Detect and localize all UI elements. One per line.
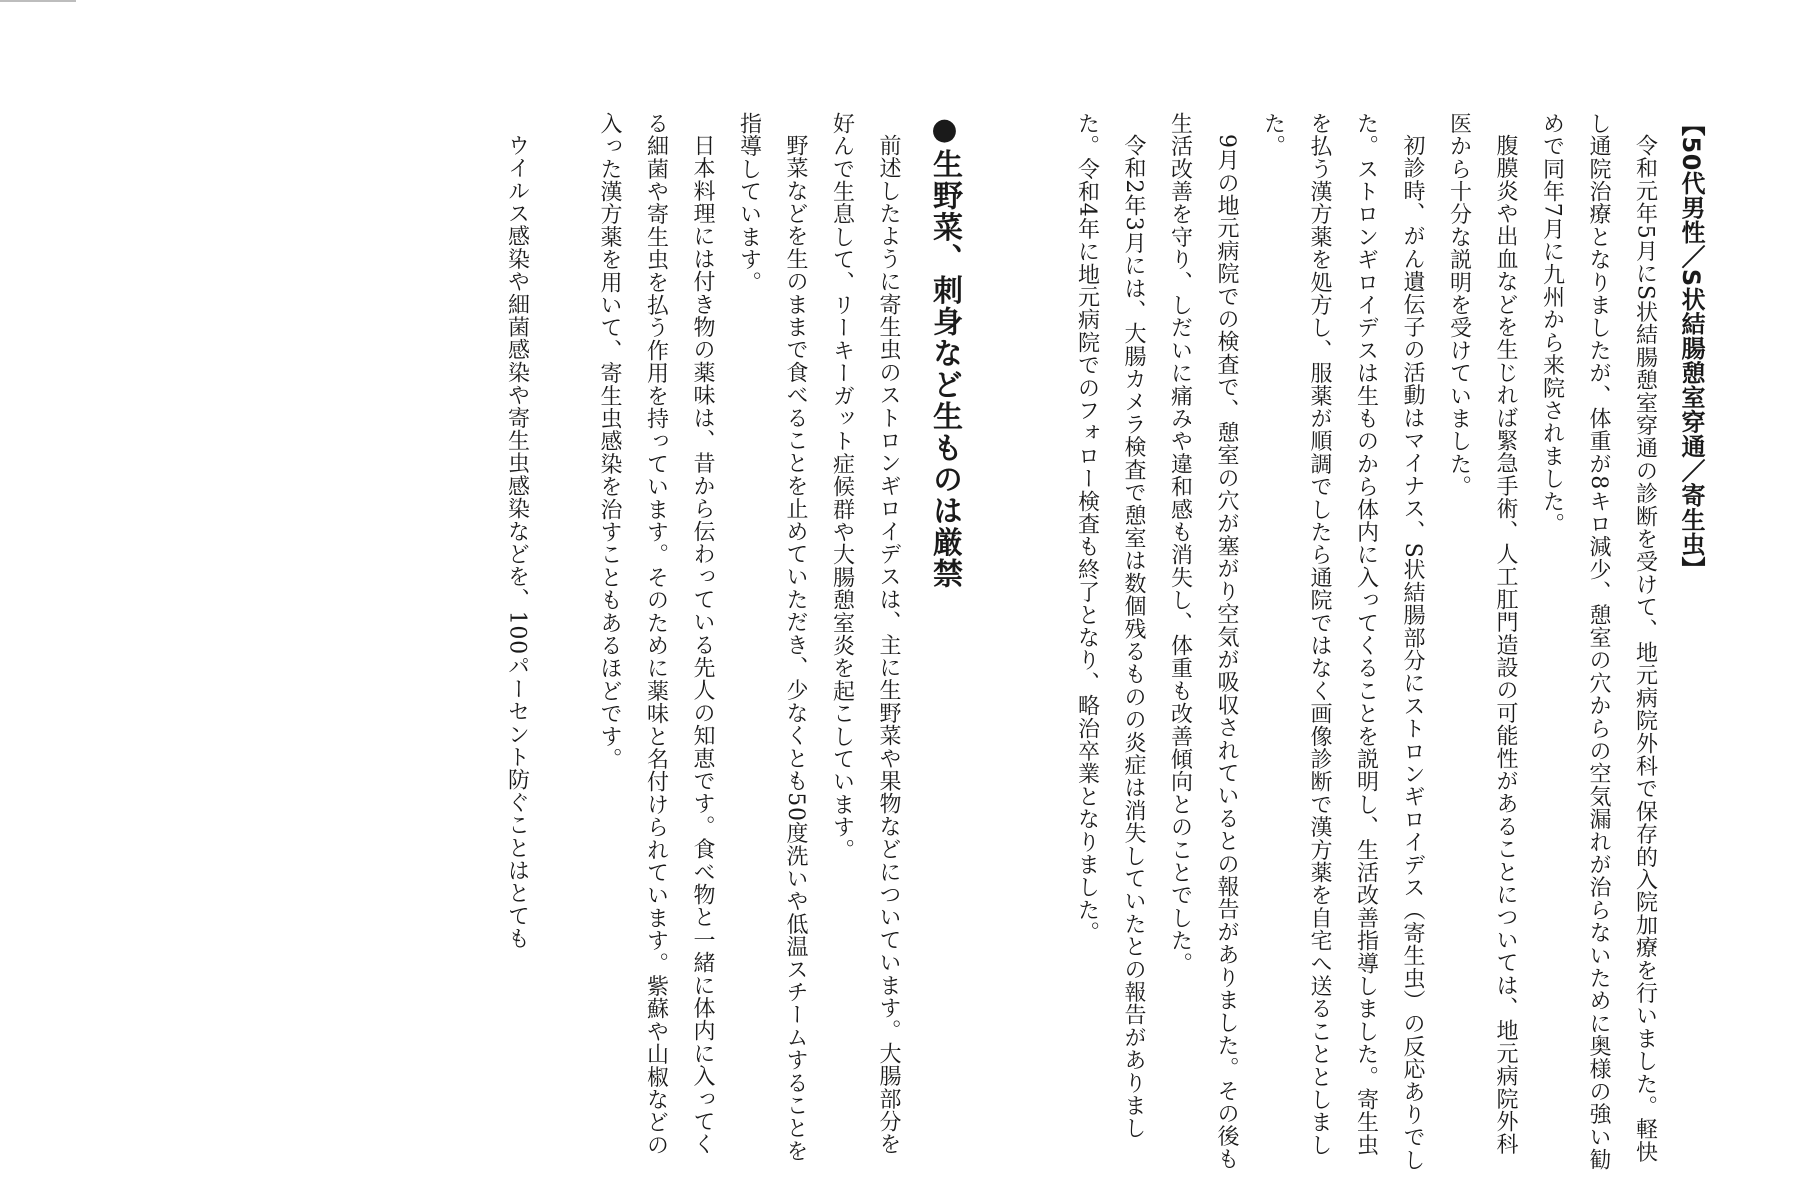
section-paragraph-3: 日本料理には付き物の薬味は、昔から伝わっている先人の知恵です。食べ物と一緒に体内に入ってくる細菌や寄生虫を払う作用を持っています。そのために薬味と名付けられています。紫蘇や山椒などの入った漢方薬を用いて、寄生虫感染を治すこともあるほどです。 [597, 112, 715, 1157]
case-paragraph-3: 初診時、がん遺伝子の活動はマイナス、S状結腸部分にストロンギロイデス（寄生虫）の反応ありでした。ストロンギロイデスは生ものから体内に入ってくることを説明し、生活改善指導しました。寄生虫を払う漢方薬を処方し、服薬が順調でしたら通院ではなく画像診断で漢方薬を自宅へ送ることとしました。 [1260, 112, 1425, 1172]
case-paragraph-1: 令和元年5月にS状結腸憩室穿通の診断を受けて、地元病院外科で保存的入院加療を行いました。軽快し通院治療となりましたが、体重が8キロ減少、憩室の穴からの空気漏れが治らないために奥様の強い勧めで同年7月に九州から来院されました。 [1539, 112, 1658, 1171]
case-paragraph-2: 腹膜炎や出血などを生じれば緊急手術、人工肛門造設の可能性があることについては、地元病院外科医から十分な説明を受けていました。 [1446, 112, 1518, 1156]
paragraph-gap [540, 112, 586, 1172]
section-paragraph-1: 前述したように寄生虫のストロンギロイデスは、主に生野菜や果物などについています。大腸部分を好んで生息して、リーキーガット症候群や大腸憩室炎を起こしています。 [829, 112, 901, 1156]
case-paragraph-5: 令和2年3月には、大腸カメラ検査で憩室は数個残るものの炎症は消失していたとの報告がありました。令和4年に地元病院でのフォロー検査も終了となり、略治卒業となりました。 [1074, 112, 1146, 1140]
page-gutter [967, 112, 1063, 1172]
section-heading: ●生野菜、刺身など生ものは厳禁 [927, 112, 962, 590]
section-paragraph-2: 野菜などを生のままで食べることを止めていただき、少なくとも50度洗いや低温スチームすることを指導しています。 [736, 112, 808, 1163]
page-edge-mark [0, 0, 76, 2]
section-paragraph-4: ウイルス感染や細菌感染や寄生虫感染などを、100パーセント防ぐことはとても [504, 134, 530, 950]
vertical-text-body [0, 112, 1714, 1172]
case-paragraph-4: 9月の地元病院での検査で、憩室の穴が塞がり空気が吸収されているとの報告がありました。その後も生活改善を守り、しだいに痛みや違和感も消失し、体重も改善傾向とのことでした。 [1167, 112, 1239, 1171]
case-header: 【50代男性／S状結腸憩室穿通／寄生虫】 [1677, 112, 1705, 581]
